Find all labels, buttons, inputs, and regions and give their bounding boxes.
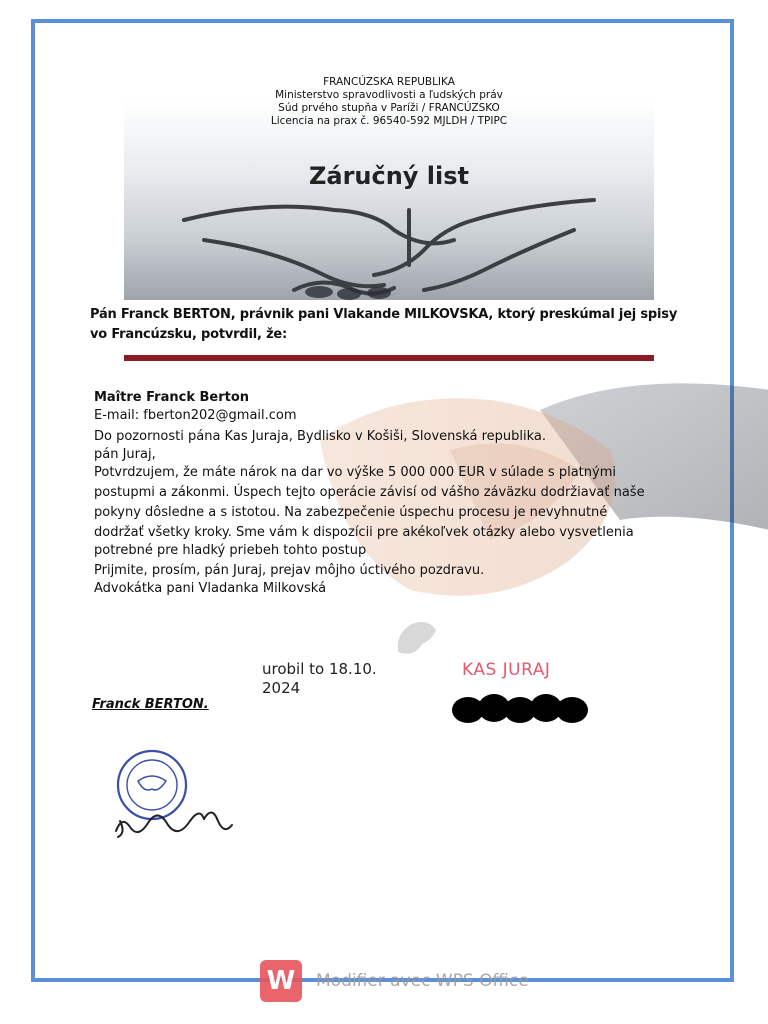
grey-blot-mark	[392, 618, 438, 662]
header-court: Súd prvého stupňa v Paríži / FRANCÚZSKO	[278, 102, 500, 114]
salutation: pán Juraj,	[94, 447, 156, 462]
body-line-4: dodržať všetky kroky. Sme vám k dispozícii pre akékoľvek otázky alebo vysvetlenia	[94, 525, 634, 540]
intro-line-2: vo Francúzsku, potvrdil, že:	[90, 327, 288, 342]
wps-logo-icon	[260, 960, 302, 1002]
signatory-line: Advokátka pani Vladanka Milkovská	[94, 581, 327, 596]
official-stamp	[108, 735, 240, 845]
sender-email: E-mail: fberton202@gmail.com	[94, 408, 297, 423]
body-line-1: Potvrdzujem, že máte nárok na dar vo výške 5 000 000 EUR v súlade s platnými	[94, 465, 616, 480]
body-line-3: pokyny dôsledne a s istotou. Na zabezpečenie úspechu procesu je nevyhnutné	[94, 505, 608, 520]
intro-line-1: Pán Franck BERTON, právnik pani Vlakande MILKOVSKA, ktorý preskúmal jej spisy	[90, 307, 678, 322]
header-ministry: Ministerstvo spravodlivosti a ľudských práv	[275, 89, 503, 101]
wps-watermark	[260, 958, 560, 1004]
addressee-line: Do pozornosti pána Kas Juraja, Bydlisko v Košiši, Slovenská republika.	[94, 429, 546, 444]
body-line-2: postupmi a zákonmi. Úspech tejto operácie závisí od vášho záväzku dodržiavať naše	[94, 485, 645, 500]
handshake-banner-image	[124, 100, 654, 300]
body-line-5: potrebné pre hladký priebeh tohto postup	[94, 543, 367, 558]
wps-logo-letter: W	[266, 966, 296, 996]
intro-paragraph	[90, 305, 690, 345]
date-block	[262, 660, 422, 698]
wps-watermark-text: Modifier avec WPS Office	[316, 971, 529, 991]
header-country: FRANCÚZSKA REPUBLIKA	[323, 76, 455, 88]
closing-line: Prijmite, prosím, pán Juraj, prejav môjho úctivého pozdravu.	[94, 563, 485, 578]
redaction-scribble	[450, 690, 590, 726]
divider-rule	[124, 355, 654, 361]
date-line-1: urobil to 18.10.	[262, 660, 377, 678]
recipient-name: KAS JURAJ	[462, 660, 551, 680]
document-title: Záručný list	[308, 162, 470, 190]
signature-name: Franck BERTON.	[92, 697, 209, 712]
header-license: Licencia na prax č. 96540-592 MJLDH / TPIPC	[270, 115, 508, 127]
date-line-2: 2024	[262, 679, 301, 697]
sender-name: Maître Franck Berton	[94, 390, 250, 405]
